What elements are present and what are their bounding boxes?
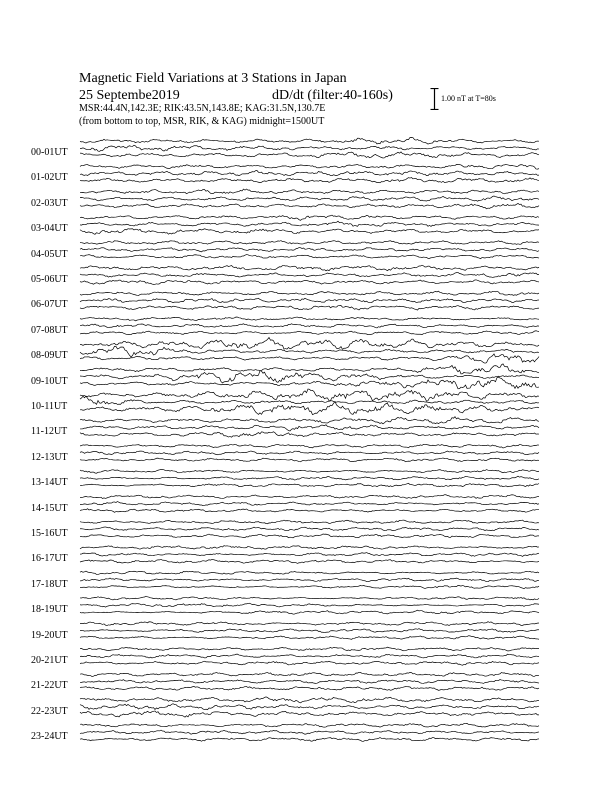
trace-msr-22-23ut xyxy=(80,711,539,717)
trace-rik-14-15ut xyxy=(80,502,539,506)
hour-label: 20-21UT xyxy=(31,655,68,666)
trace-kag-09-10ut xyxy=(80,364,539,374)
chart-title: Magnetic Field Variations at 3 Stations in Japan xyxy=(79,71,347,86)
trace-msr-20-21ut xyxy=(80,661,539,665)
trace-msr-09-10ut xyxy=(80,377,539,389)
trace-rik-19-20ut xyxy=(80,629,539,633)
hour-label: 08-09UT xyxy=(31,350,68,362)
trace-rik-06-07ut xyxy=(80,298,539,302)
trace-kag-08-09ut xyxy=(80,338,539,350)
trace-kag-17-18ut xyxy=(80,571,539,574)
trace-msr-13-14ut xyxy=(80,483,539,487)
hour-label: 21-22UT xyxy=(31,680,68,692)
trace-rik-03-04ut xyxy=(80,221,539,226)
trace-rik-15-16ut xyxy=(80,527,539,531)
trace-msr-01-02ut xyxy=(80,178,539,183)
trace-kag-16-17ut xyxy=(80,546,539,550)
trace-kag-13-14ut xyxy=(80,469,539,473)
hour-label: 23-24UT xyxy=(31,731,68,743)
hour-label: 14-15UT xyxy=(31,502,68,514)
trace-msr-08-09ut xyxy=(80,354,539,363)
trace-kag-18-19ut xyxy=(80,596,539,600)
trace-rik-21-22ut xyxy=(80,680,539,684)
trace-kag-12-13ut xyxy=(80,444,539,448)
trace-msr-02-03ut xyxy=(80,203,539,208)
trace-kag-21-22ut xyxy=(80,672,539,676)
trace-rik-22-23ut xyxy=(80,704,539,710)
trace-kag-07-08ut xyxy=(80,317,539,321)
trace-kag-15-16ut xyxy=(80,520,539,524)
trace-msr-19-20ut xyxy=(80,636,539,640)
trace-msr-23-24ut xyxy=(80,738,539,742)
trace-msr-14-15ut xyxy=(80,509,539,513)
trace-rik-02-03ut xyxy=(80,196,539,201)
trace-kag-06-07ut xyxy=(80,291,539,295)
trace-rik-01-02ut xyxy=(80,171,539,176)
trace-order-note: (from bottom to top, MSR, RIK, & KAG) midnight=1500UT xyxy=(79,116,325,127)
trace-kag-00-01ut xyxy=(80,137,539,144)
trace-rik-11-12ut xyxy=(80,425,539,431)
trace-msr-15-16ut xyxy=(80,534,539,538)
trace-msr-05-06ut xyxy=(80,280,539,284)
trace-msr-10-11ut xyxy=(80,402,539,415)
trace-rik-00-01ut xyxy=(80,145,539,151)
hour-label: 05-06UT xyxy=(31,274,68,285)
filter-label: dD/dt (filter:40-160s) xyxy=(272,88,393,103)
hour-label: 06-07UT xyxy=(31,299,68,311)
trace-kag-20-21ut xyxy=(80,647,539,651)
hour-label: 02-03UT xyxy=(31,197,68,209)
trace-rik-12-13ut xyxy=(80,451,539,455)
trace-msr-12-13ut xyxy=(80,458,539,462)
hour-label: 19-20UT xyxy=(31,629,68,641)
trace-kag-01-02ut xyxy=(80,164,539,169)
date-label: 25 Septembe2019 xyxy=(79,88,180,103)
hour-label: 18-19UT xyxy=(31,604,68,616)
trace-kag-05-06ut xyxy=(80,265,539,271)
trace-kag-03-04ut xyxy=(80,215,539,220)
trace-kag-23-24ut xyxy=(80,723,539,727)
trace-msr-18-19ut xyxy=(80,610,539,614)
trace-rik-17-18ut xyxy=(80,578,539,582)
trace-kag-14-15ut xyxy=(80,495,539,499)
trace-rik-18-19ut xyxy=(80,603,539,607)
hour-label: 11-12UT xyxy=(31,426,68,438)
trace-kag-10-11ut xyxy=(80,389,539,401)
hour-label: 00-01UT xyxy=(31,147,68,158)
trace-kag-04-05ut xyxy=(80,241,539,245)
trace-rik-10-11ut xyxy=(80,396,539,404)
hour-label: 01-02UT xyxy=(31,172,68,184)
hour-label: 16-17UT xyxy=(31,553,68,565)
hour-label: 17-18UT xyxy=(31,578,68,590)
trace-rik-05-06ut xyxy=(80,272,539,277)
trace-kag-11-12ut xyxy=(80,417,539,424)
trace-rik-08-09ut xyxy=(80,346,539,357)
trace-rik-07-08ut xyxy=(80,324,539,328)
scale-label: 1.00 nT at T=80s xyxy=(441,94,496,103)
trace-msr-07-08ut xyxy=(80,331,539,335)
hour-label: 12-13UT xyxy=(31,451,68,463)
trace-rik-04-05ut xyxy=(80,248,539,252)
trace-msr-11-12ut xyxy=(80,432,539,437)
trace-msr-16-17ut xyxy=(80,559,539,563)
trace-rik-16-17ut xyxy=(80,553,539,557)
station-coordinates: MSR:44.4N,142.3E; RIK:43.5N,143.8E; KAG:31.5N,130.7E xyxy=(79,103,326,114)
hour-label: 22-23UT xyxy=(31,705,68,717)
trace-msr-21-22ut xyxy=(80,686,539,690)
trace-kag-22-23ut xyxy=(80,697,539,703)
trace-msr-06-07ut xyxy=(80,306,539,311)
trace-msr-04-05ut xyxy=(80,255,539,259)
trace-kag-02-03ut xyxy=(80,189,539,194)
trace-rik-13-14ut xyxy=(80,476,539,480)
hour-label: 15-16UT xyxy=(31,528,68,539)
trace-msr-03-04ut xyxy=(80,229,539,235)
hour-label: 09-10UT xyxy=(31,375,68,387)
trace-rik-09-10ut xyxy=(80,371,539,383)
trace-kag-19-20ut xyxy=(80,622,539,626)
hour-label: 03-04UT xyxy=(31,223,68,235)
trace-msr-00-01ut xyxy=(80,152,539,158)
hour-label: 10-11UT xyxy=(31,401,68,412)
trace-msr-17-18ut xyxy=(80,585,539,588)
trace-rik-20-21ut xyxy=(80,654,539,658)
hour-label: 04-05UT xyxy=(31,248,68,260)
hour-label: 07-08UT xyxy=(31,324,68,336)
trace-rik-23-24ut xyxy=(80,730,539,734)
hour-label: 13-14UT xyxy=(31,477,68,489)
